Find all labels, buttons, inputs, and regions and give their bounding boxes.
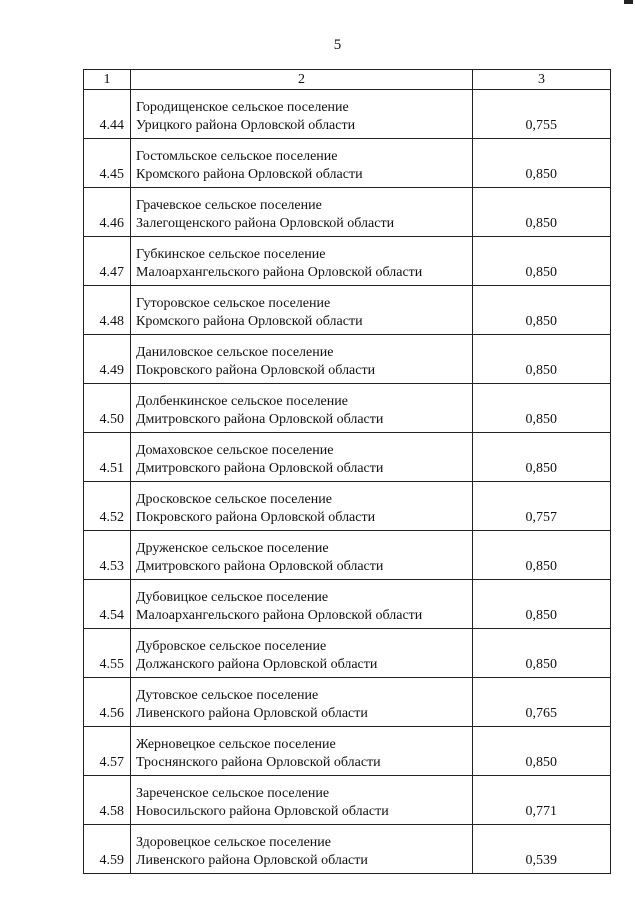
settlement-name: Дубовицкое сельское поселение bbox=[136, 590, 329, 605]
settlement-name-cell bbox=[131, 629, 473, 678]
table-row bbox=[84, 531, 611, 580]
settlement-name-cell bbox=[131, 531, 473, 580]
row-number: 4.46 bbox=[84, 188, 131, 237]
coefficient-value: 0,755 bbox=[473, 90, 611, 139]
scan-corner-mark bbox=[624, 0, 633, 4]
coefficient-value: 0,850 bbox=[473, 286, 611, 335]
row-number: 4.50 bbox=[84, 384, 131, 433]
table-row bbox=[84, 727, 611, 776]
coefficient-value: 0,771 bbox=[473, 776, 611, 825]
settlement-name-cell bbox=[131, 286, 473, 335]
table-row bbox=[84, 188, 611, 237]
settlement-district: Троснянского района Орловской области bbox=[136, 755, 381, 770]
settlement-district: Дмитровского района Орловской области bbox=[136, 559, 384, 574]
settlement-name: Губкинское сельское поселение bbox=[136, 247, 326, 262]
coefficient-value: 0,850 bbox=[473, 139, 611, 188]
settlement-name-cell bbox=[131, 335, 473, 384]
settlement-name: Дутовское сельское поселение bbox=[136, 688, 319, 703]
settlement-name: Здоровецкое сельское поселение bbox=[136, 835, 331, 850]
table-row bbox=[84, 335, 611, 384]
table-row bbox=[84, 237, 611, 286]
row-number: 4.48 bbox=[84, 286, 131, 335]
column-header-value: 3 bbox=[473, 70, 611, 90]
table-row bbox=[84, 776, 611, 825]
settlement-district: Покровского района Орловской области bbox=[136, 363, 376, 378]
row-number: 4.55 bbox=[84, 629, 131, 678]
table-row bbox=[84, 433, 611, 482]
coefficient-value: 0,850 bbox=[473, 629, 611, 678]
settlement-name-cell bbox=[131, 188, 473, 237]
coefficient-value: 0,850 bbox=[473, 384, 611, 433]
settlement-district: Кромского района Орловской области bbox=[136, 314, 363, 329]
settlement-district: Залегощенского района Орловской области bbox=[136, 216, 395, 231]
settlement-name-cell bbox=[131, 727, 473, 776]
settlement-district: Малоархангельского района Орловской области bbox=[136, 608, 423, 623]
column-header-number: 1 bbox=[84, 70, 131, 90]
settlement-district: Дмитровского района Орловской области bbox=[136, 412, 384, 427]
settlement-name: Городищенское сельское поселение bbox=[136, 100, 349, 115]
table-row bbox=[84, 825, 611, 874]
table-row bbox=[84, 629, 611, 678]
settlement-district: Ливенского района Орловской области bbox=[136, 853, 368, 868]
coefficient-value: 0,850 bbox=[473, 531, 611, 580]
settlement-name: Зареченское сельское поселение bbox=[136, 786, 330, 801]
coefficient-value: 0,850 bbox=[473, 335, 611, 384]
settlement-district: Новосильского района Орловской области bbox=[136, 804, 389, 819]
coefficient-value: 0,850 bbox=[473, 237, 611, 286]
settlement-district: Малоархангельского района Орловской области bbox=[136, 265, 423, 280]
page-number: 5 bbox=[333, 37, 342, 53]
table-row bbox=[84, 286, 611, 335]
settlement-name-cell bbox=[131, 139, 473, 188]
row-number: 4.52 bbox=[84, 482, 131, 531]
settlement-name-cell bbox=[131, 776, 473, 825]
settlement-name: Даниловское сельское поселение bbox=[136, 345, 334, 360]
coefficient-value: 0,850 bbox=[473, 727, 611, 776]
column-header-name: 2 bbox=[131, 70, 473, 90]
row-number: 4.58 bbox=[84, 776, 131, 825]
coefficient-value: 0,539 bbox=[473, 825, 611, 874]
row-number: 4.57 bbox=[84, 727, 131, 776]
settlement-name-cell bbox=[131, 825, 473, 874]
table-row bbox=[84, 580, 611, 629]
settlement-name: Долбенкинское сельское поселение bbox=[136, 394, 348, 409]
settlement-name-cell bbox=[131, 237, 473, 286]
coefficient-value: 0,757 bbox=[473, 482, 611, 531]
table-body bbox=[84, 90, 611, 874]
coefficient-value: 0,765 bbox=[473, 678, 611, 727]
settlement-name: Домаховское сельское поселение bbox=[136, 443, 334, 458]
row-number: 4.45 bbox=[84, 139, 131, 188]
settlements-table bbox=[83, 69, 611, 874]
settlement-district: Должанского района Орловской области bbox=[136, 657, 378, 672]
row-number: 4.54 bbox=[84, 580, 131, 629]
row-number: 4.56 bbox=[84, 678, 131, 727]
settlement-district: Дмитровского района Орловской области bbox=[136, 461, 384, 476]
settlement-name: Друженское сельское поселение bbox=[136, 541, 329, 556]
row-number: 4.59 bbox=[84, 825, 131, 874]
settlement-name-cell bbox=[131, 384, 473, 433]
coefficient-value: 0,850 bbox=[473, 188, 611, 237]
settlement-district: Покровского района Орловской области bbox=[136, 510, 376, 525]
table-row bbox=[84, 384, 611, 433]
settlement-name: Дубровское сельское поселение bbox=[136, 639, 327, 654]
table-header-row bbox=[84, 70, 611, 90]
row-number: 4.49 bbox=[84, 335, 131, 384]
table-row bbox=[84, 90, 611, 139]
coefficient-value: 0,850 bbox=[473, 580, 611, 629]
row-number: 4.53 bbox=[84, 531, 131, 580]
settlement-district: Ливенского района Орловской области bbox=[136, 706, 368, 721]
settlement-name: Жерновецкое сельское поселение bbox=[136, 737, 336, 752]
row-number: 4.47 bbox=[84, 237, 131, 286]
settlement-name-cell bbox=[131, 482, 473, 531]
settlement-district: Кромского района Орловской области bbox=[136, 167, 363, 182]
settlement-name-cell bbox=[131, 678, 473, 727]
settlement-name-cell bbox=[131, 90, 473, 139]
settlement-name: Гостомльское сельское поселение bbox=[136, 149, 338, 164]
coefficient-value: 0,850 bbox=[473, 433, 611, 482]
table-row bbox=[84, 139, 611, 188]
row-number: 4.51 bbox=[84, 433, 131, 482]
settlement-name: Гуторовское сельское поселение bbox=[136, 296, 331, 311]
settlement-name: Дросковское сельское поселение bbox=[136, 492, 332, 507]
row-number: 4.44 bbox=[84, 90, 131, 139]
settlement-district: Урицкого района Орловской области bbox=[136, 118, 356, 133]
settlement-name: Грачевское сельское поселение bbox=[136, 198, 322, 213]
settlement-name-cell bbox=[131, 433, 473, 482]
table-row bbox=[84, 482, 611, 531]
table-row bbox=[84, 678, 611, 727]
settlement-name-cell bbox=[131, 580, 473, 629]
